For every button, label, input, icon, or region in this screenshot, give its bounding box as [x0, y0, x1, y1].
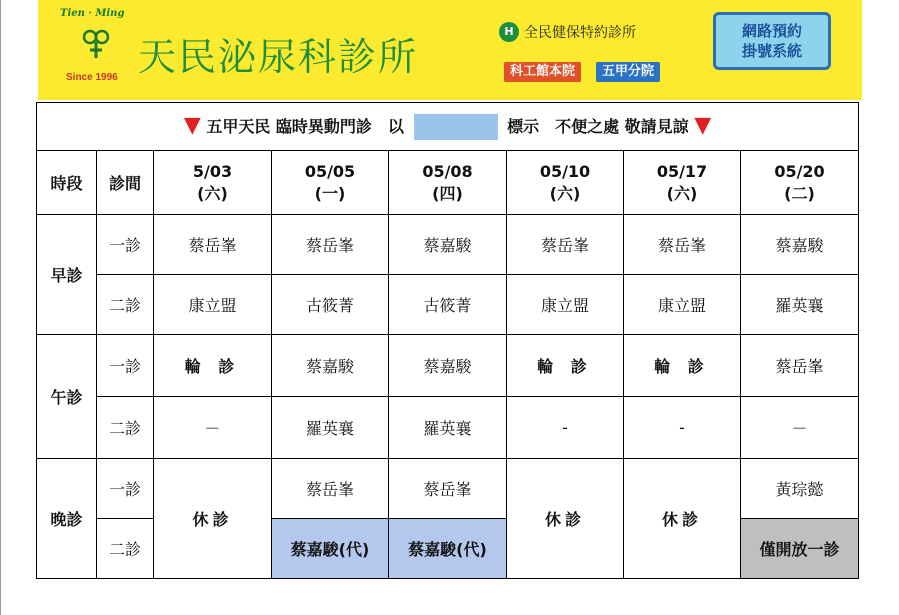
empty-cell: -	[624, 397, 741, 459]
doctor-cell: 蔡岳峯	[507, 215, 624, 275]
room-1-label: 一診	[97, 215, 154, 275]
date-label: 05/20	[774, 161, 825, 181]
date-header	[624, 151, 741, 215]
closed-cell: 休診	[624, 459, 741, 579]
date-header	[741, 151, 859, 215]
doctor-cell: 康立盟	[507, 275, 624, 335]
weekday-label: (六)	[666, 183, 698, 203]
nhi-label: 全民健保特約診所	[524, 25, 636, 41]
weekday-label: (六)	[549, 183, 581, 203]
date-label: 05/17	[656, 161, 708, 181]
room-2-label: 二診	[97, 275, 154, 335]
col-room-header: 診間	[97, 151, 154, 215]
booking-line-2: 掛號系統	[741, 42, 802, 60]
morning-room2-row	[37, 275, 859, 335]
doctor-cell: 康立盟	[154, 275, 272, 335]
doctor-cell: 古筱菁	[272, 275, 389, 335]
doctor-cell: 羅英襄	[741, 275, 859, 335]
highlight-legend-swatch	[414, 114, 498, 140]
weekday-label: (二)	[784, 183, 815, 203]
rotation-cell: 輪 診	[154, 335, 272, 397]
clinic-header	[38, 0, 862, 100]
closed-cell: 休診	[507, 459, 624, 579]
weekday-label: (四)	[432, 183, 463, 203]
doctor-cell: 黃琮懿	[741, 459, 859, 519]
doctor-cell: 康立盟	[624, 275, 741, 335]
doctor-cell: 蔡嘉駿	[272, 335, 389, 397]
afternoon-room1-row	[37, 335, 859, 397]
room-2-label: 二診	[97, 519, 154, 579]
nhi-icon: H	[499, 22, 519, 42]
date-header	[507, 151, 624, 215]
morning-room1-row	[37, 215, 859, 275]
doctor-cell: 蔡嘉駿	[389, 215, 507, 275]
notice-text-1: 五甲天民 臨時異動門診 以	[206, 116, 404, 136]
branch-wujia-button[interactable]: 五甲分院	[596, 62, 660, 82]
closed-cell: 休診	[154, 459, 272, 579]
branch-main-button[interactable]: 科工館本院	[504, 62, 581, 82]
date-label: 05/08	[422, 161, 473, 181]
date-header	[154, 151, 272, 215]
window-edge	[0, 0, 1, 615]
room1-only-cell: 僅開放一診	[741, 519, 859, 579]
empty-cell: －	[154, 397, 272, 459]
col-period-header: 時段	[37, 151, 97, 215]
weekday-label: (六)	[197, 183, 228, 203]
period-morning: 早診	[37, 215, 97, 335]
date-label: 05/05	[304, 161, 356, 181]
empty-cell: -	[507, 397, 624, 459]
substitute-cell: 蔡嘉駿(代)	[272, 519, 389, 579]
room-1-label: 一診	[97, 335, 154, 397]
doctor-cell: 蔡岳峯	[624, 215, 741, 275]
triangle-down-icon: ▼	[183, 112, 201, 138]
notice-banner	[37, 103, 859, 151]
date-label: 5/03	[192, 161, 233, 181]
period-evening: 晚診	[37, 459, 97, 579]
booking-line-1: 網路預約	[741, 22, 802, 40]
rotation-cell: 輪 診	[507, 335, 624, 397]
substitute-cell: 蔡嘉駿(代)	[389, 519, 507, 579]
online-booking-button[interactable]	[713, 12, 831, 70]
doctor-cell: 羅英襄	[389, 397, 507, 459]
doctor-cell: 蔡岳峯	[389, 459, 507, 519]
weekday-label: (一)	[314, 183, 346, 203]
header-row	[37, 151, 859, 215]
doctor-cell: 蔡岳峯	[272, 215, 389, 275]
date-label: 05/10	[539, 161, 591, 181]
evening-room1-row	[37, 459, 859, 519]
doctor-cell: 羅英襄	[272, 397, 389, 459]
notice-text-2: 標示 不便之處 敬請見諒	[507, 116, 689, 136]
logo-text: Tien · Ming	[60, 8, 125, 19]
doctor-cell: 蔡岳峯	[741, 335, 859, 397]
room-2-label: 二診	[97, 397, 154, 459]
doctor-cell: 蔡嘉駿	[389, 335, 507, 397]
period-afternoon: 午診	[37, 335, 97, 459]
triangle-down-icon: ▼	[694, 112, 712, 138]
doctor-cell: 古筱菁	[389, 275, 507, 335]
afternoon-room2-row	[37, 397, 859, 459]
doctor-cell: 蔡嘉駿	[741, 215, 859, 275]
logo-icon	[82, 28, 110, 60]
date-header	[389, 151, 507, 215]
clinic-title: 天民泌尿科診所	[138, 35, 419, 79]
empty-cell: －	[741, 397, 859, 459]
room-1-label: 一診	[97, 459, 154, 519]
doctor-cell: 蔡岳峯	[272, 459, 389, 519]
doctor-cell: 蔡岳峯	[154, 215, 272, 275]
since-label: Since 1996	[66, 72, 118, 83]
rotation-cell: 輪 診	[624, 335, 741, 397]
schedule-table	[36, 102, 859, 579]
date-header	[272, 151, 389, 215]
